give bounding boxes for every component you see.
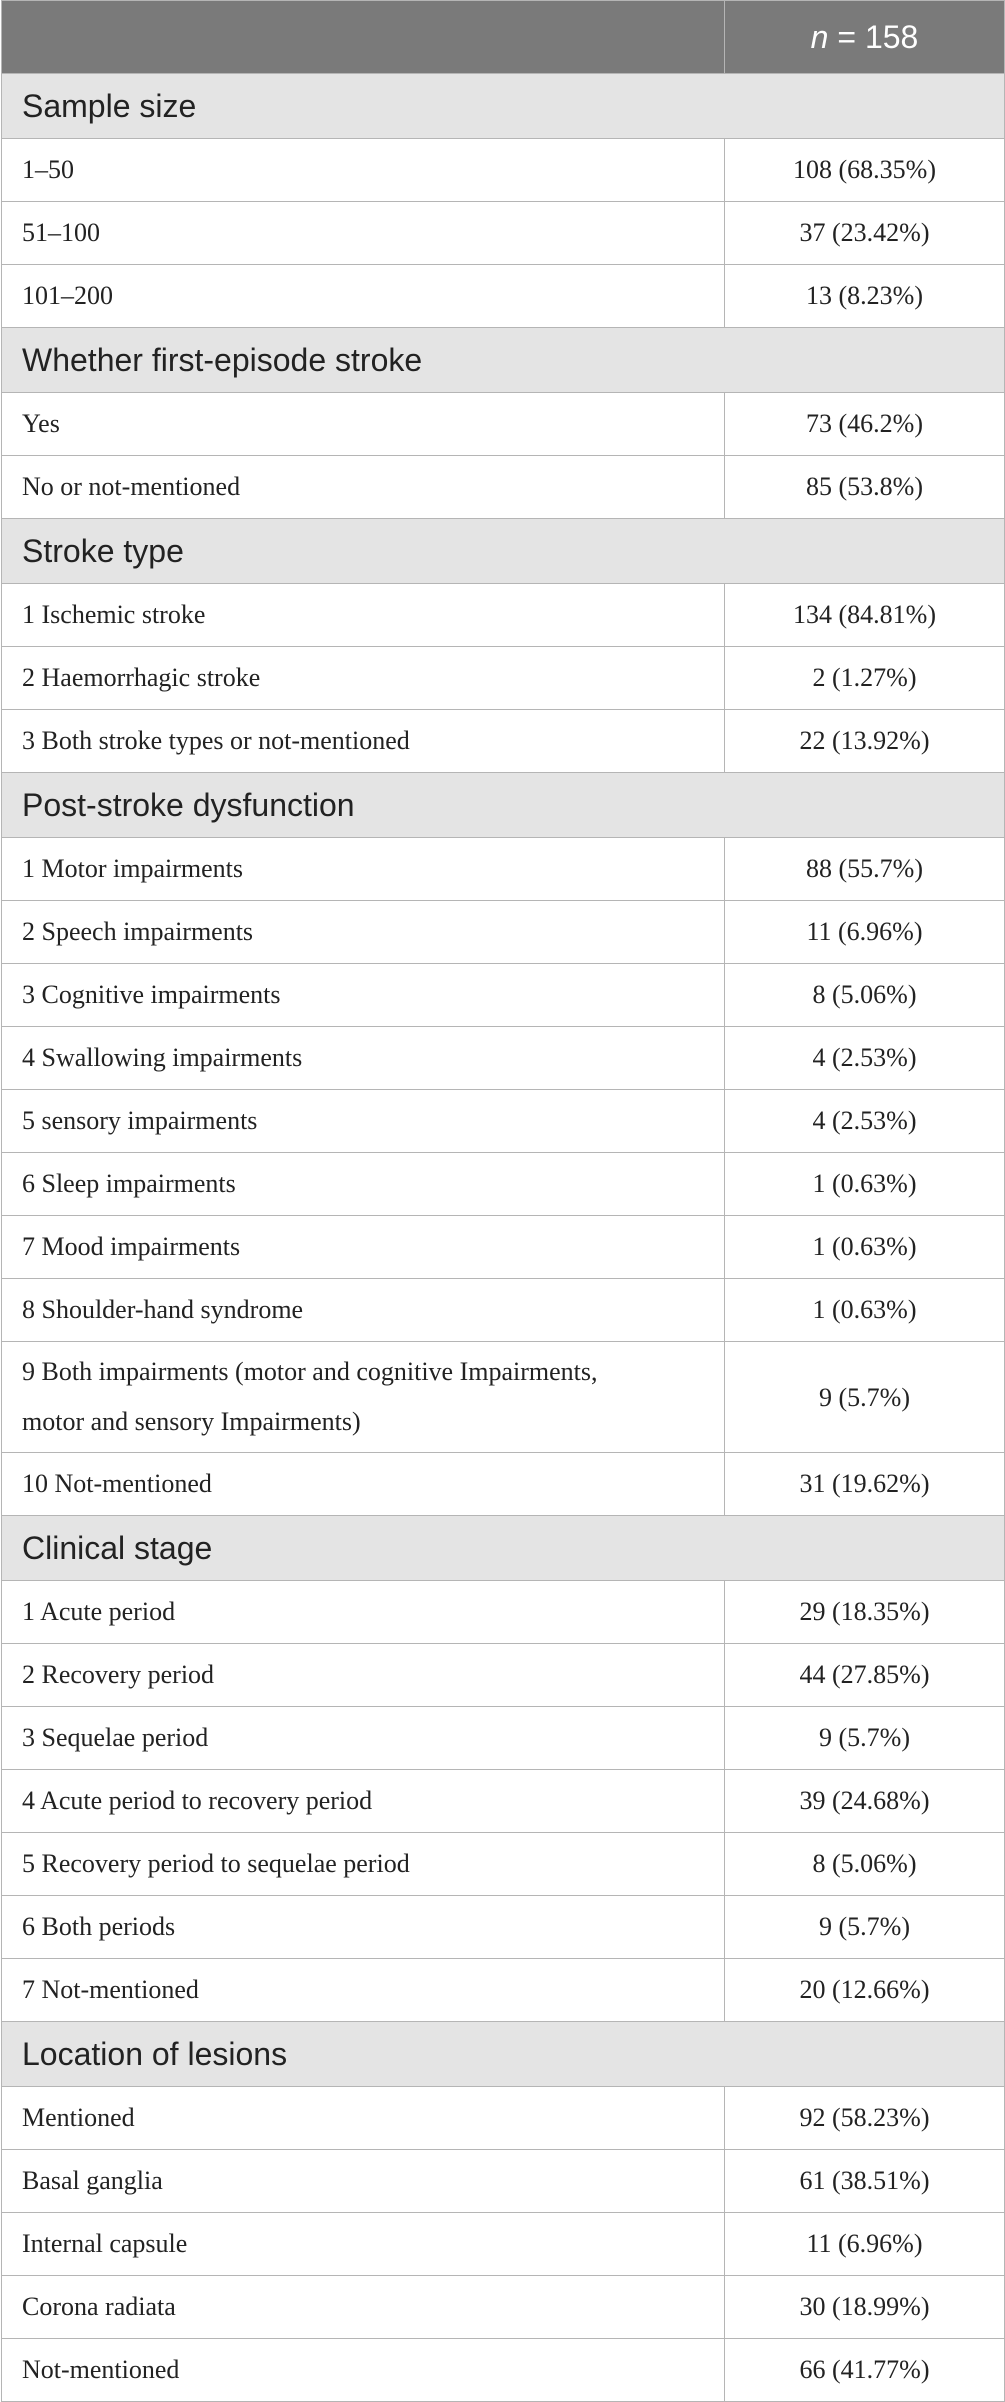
row-label: 8 Shoulder-hand syndrome <box>2 1279 725 1342</box>
row-value: 66 (41.77%) <box>725 2339 1005 2402</box>
table-row <box>2 265 1005 328</box>
table-row <box>2 1770 1005 1833</box>
header-row <box>2 1 1005 74</box>
section-title: Stroke type <box>2 519 1005 584</box>
row-label: 2 Recovery period <box>2 1644 725 1707</box>
row-value: 37 (23.42%) <box>725 202 1005 265</box>
row-value: 61 (38.51%) <box>725 2150 1005 2213</box>
row-value: 85 (53.8%) <box>725 456 1005 519</box>
table-row <box>2 1090 1005 1153</box>
row-label-multiline <box>2 1342 725 1453</box>
row-value: 92 (58.23%) <box>725 2087 1005 2150</box>
header-label-cell <box>2 1 725 74</box>
row-value: 1 (0.63%) <box>725 1279 1005 1342</box>
section-header <box>2 1516 1005 1581</box>
table-row <box>2 1153 1005 1216</box>
row-value: 20 (12.66%) <box>725 1959 1005 2022</box>
n-value: = 158 <box>828 18 919 55</box>
section-title: Clinical stage <box>2 1516 1005 1581</box>
table-row <box>2 964 1005 1027</box>
row-label: 10 Not-mentioned <box>2 1453 725 1516</box>
table-row <box>2 1453 1005 1516</box>
row-label: 6 Both periods <box>2 1896 725 1959</box>
table-row <box>2 1707 1005 1770</box>
table-row <box>2 139 1005 202</box>
row-value: 9 (5.7%) <box>725 1342 1005 1453</box>
row-value: 1 (0.63%) <box>725 1153 1005 1216</box>
table-row <box>2 1644 1005 1707</box>
table-row <box>2 1959 1005 2022</box>
row-value: 11 (6.96%) <box>725 2213 1005 2276</box>
table-row <box>2 647 1005 710</box>
table-row <box>2 838 1005 901</box>
row-value: 88 (55.7%) <box>725 838 1005 901</box>
row-label-line-1: 9 Both impairments (motor and cognitive Impairments, <box>22 1357 598 1386</box>
table-row <box>2 1833 1005 1896</box>
table-row <box>2 202 1005 265</box>
row-label: 2 Speech impairments <box>2 901 725 964</box>
row-label: 3 Cognitive impairments <box>2 964 725 1027</box>
row-label: 1–50 <box>2 139 725 202</box>
row-label: Not-mentioned <box>2 2339 725 2402</box>
header-n-cell <box>725 1 1005 74</box>
row-value: 22 (13.92%) <box>725 710 1005 773</box>
row-value: 11 (6.96%) <box>725 901 1005 964</box>
section-header <box>2 74 1005 139</box>
row-value: 108 (68.35%) <box>725 139 1005 202</box>
row-label: 7 Mood impairments <box>2 1216 725 1279</box>
row-value: 39 (24.68%) <box>725 1770 1005 1833</box>
table-row <box>2 1216 1005 1279</box>
row-label: 7 Not-mentioned <box>2 1959 725 2022</box>
table-row <box>2 1581 1005 1644</box>
table-row <box>2 710 1005 773</box>
row-label: 3 Sequelae period <box>2 1707 725 1770</box>
row-label: 2 Haemorrhagic stroke <box>2 647 725 710</box>
row-value: 31 (19.62%) <box>725 1453 1005 1516</box>
row-label: 1 Acute period <box>2 1581 725 1644</box>
row-label-line-2: motor and sensory Impairments) <box>22 1407 361 1436</box>
row-value: 9 (5.7%) <box>725 1707 1005 1770</box>
section-header <box>2 519 1005 584</box>
section-title: Post-stroke dysfunction <box>2 773 1005 838</box>
table-row <box>2 901 1005 964</box>
row-label: 5 sensory impairments <box>2 1090 725 1153</box>
section-header <box>2 328 1005 393</box>
table-row <box>2 1896 1005 1959</box>
row-label: 51–100 <box>2 202 725 265</box>
row-label: 101–200 <box>2 265 725 328</box>
row-value: 134 (84.81%) <box>725 584 1005 647</box>
row-label: Corona radiata <box>2 2276 725 2339</box>
row-value: 29 (18.35%) <box>725 1581 1005 1644</box>
section-header <box>2 2022 1005 2087</box>
summary-table <box>1 0 1005 2402</box>
table-row <box>2 584 1005 647</box>
table-row <box>2 456 1005 519</box>
row-label: 4 Swallowing impairments <box>2 1027 725 1090</box>
row-value: 1 (0.63%) <box>725 1216 1005 1279</box>
row-label: 1 Ischemic stroke <box>2 584 725 647</box>
table-row <box>2 1027 1005 1090</box>
table-row <box>2 2150 1005 2213</box>
row-label: Internal capsule <box>2 2213 725 2276</box>
row-value: 30 (18.99%) <box>725 2276 1005 2339</box>
table-row <box>2 2213 1005 2276</box>
row-value: 9 (5.7%) <box>725 1896 1005 1959</box>
table-row <box>2 2087 1005 2150</box>
row-label: 5 Recovery period to sequelae period <box>2 1833 725 1896</box>
section-title: Sample size <box>2 74 1005 139</box>
section-header <box>2 773 1005 838</box>
row-label: Basal ganglia <box>2 2150 725 2213</box>
row-value: 73 (46.2%) <box>725 393 1005 456</box>
section-title: Whether first-episode stroke <box>2 328 1005 393</box>
table-row <box>2 2339 1005 2402</box>
row-value: 8 (5.06%) <box>725 1833 1005 1896</box>
row-value: 4 (2.53%) <box>725 1090 1005 1153</box>
table-row <box>2 2276 1005 2339</box>
row-label: 6 Sleep impairments <box>2 1153 725 1216</box>
row-label: No or not-mentioned <box>2 456 725 519</box>
row-value: 2 (1.27%) <box>725 647 1005 710</box>
row-label: Yes <box>2 393 725 456</box>
table-row <box>2 1342 1005 1453</box>
row-value: 13 (8.23%) <box>725 265 1005 328</box>
row-label: 4 Acute period to recovery period <box>2 1770 725 1833</box>
table-row <box>2 393 1005 456</box>
row-label: 3 Both stroke types or not-mentioned <box>2 710 725 773</box>
row-label: 1 Motor impairments <box>2 838 725 901</box>
row-value: 8 (5.06%) <box>725 964 1005 1027</box>
row-label: Mentioned <box>2 2087 725 2150</box>
row-value: 44 (27.85%) <box>725 1644 1005 1707</box>
section-title: Location of lesions <box>2 2022 1005 2087</box>
row-value: 4 (2.53%) <box>725 1027 1005 1090</box>
n-symbol: n <box>810 18 829 55</box>
table-row <box>2 1279 1005 1342</box>
